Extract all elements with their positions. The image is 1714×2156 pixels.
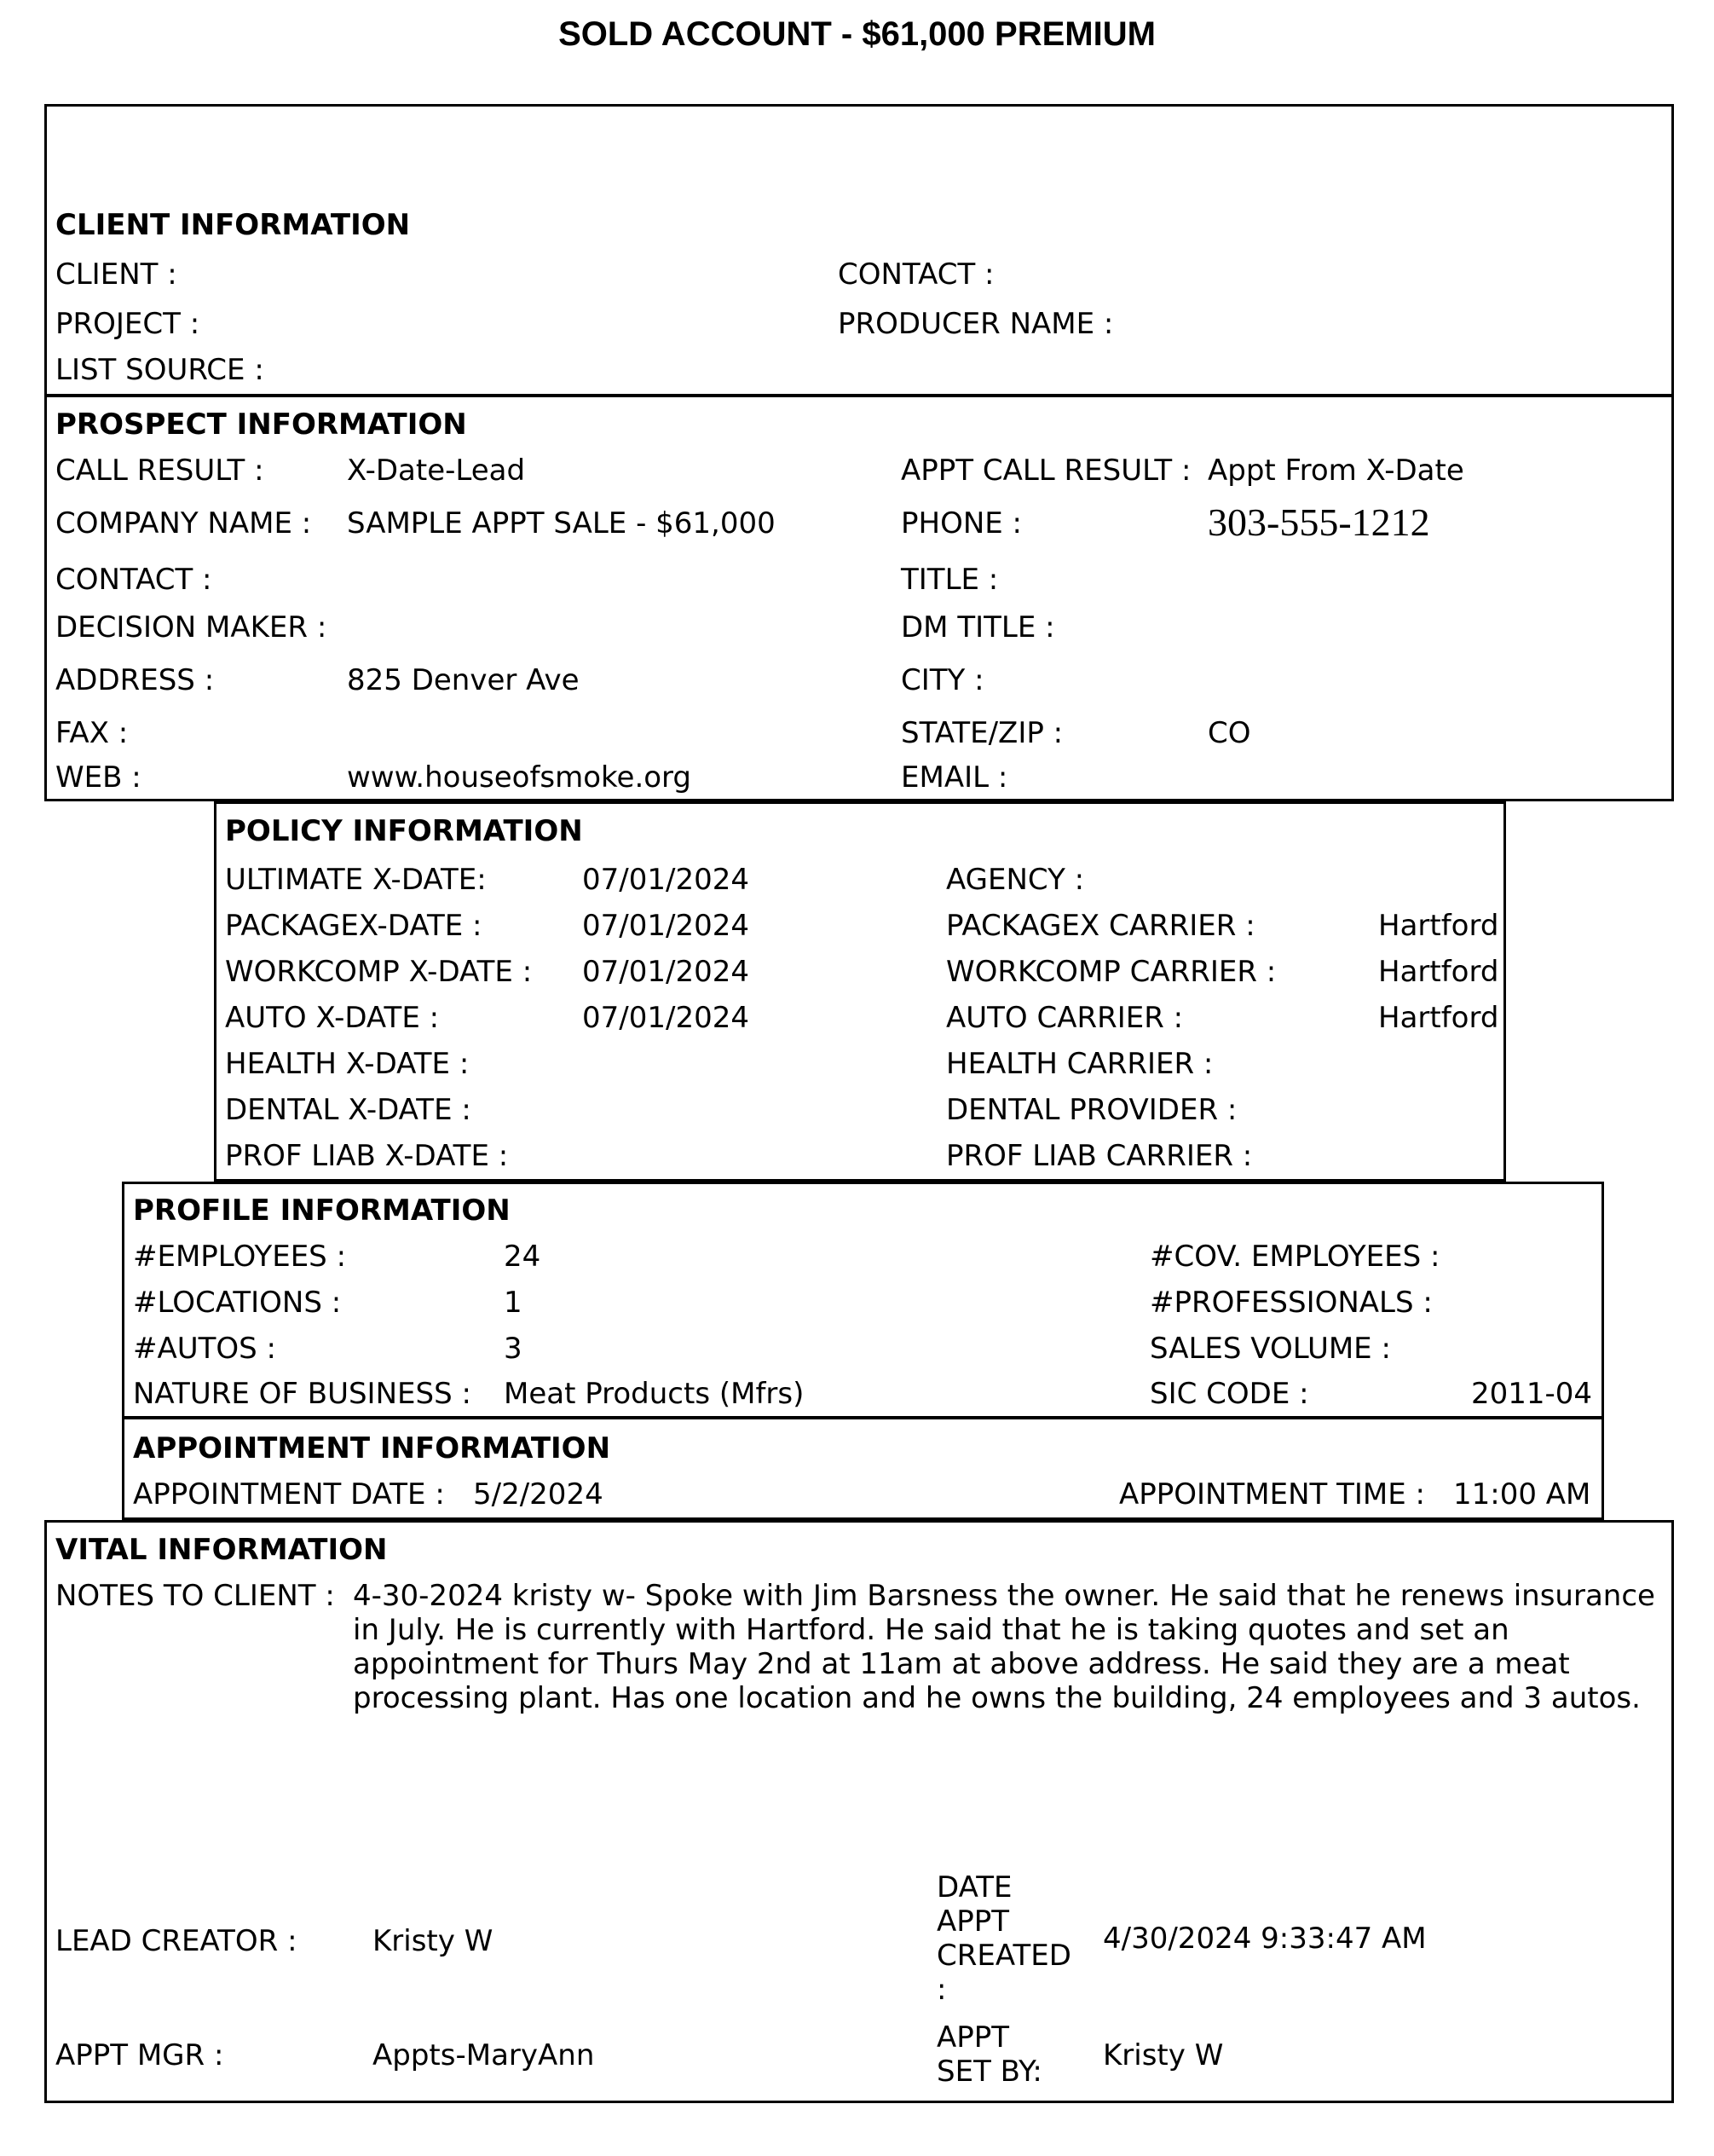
appt-call-result-value: Appt From X-Date xyxy=(1208,454,1464,488)
state-zip-label: STATE/ZIP : xyxy=(901,716,1064,750)
call-result-label: CALL RESULT : xyxy=(55,454,264,488)
notes-line: appointment for Thurs May 2nd at 11am at above address. He said they are a meat xyxy=(353,1647,1570,1681)
client-contact-label: CONTACT : xyxy=(838,257,995,292)
policy-row-label: WORKCOMP X-DATE : xyxy=(225,955,533,989)
prospect-info-header: PROSPECT INFORMATION xyxy=(55,408,467,442)
autos-value: 3 xyxy=(504,1332,522,1366)
sales-volume-label: SALES VOLUME : xyxy=(1150,1332,1391,1366)
appt-set-by-value: Kristy W xyxy=(1103,2038,1224,2072)
nature-of-business-value: Meat Products (Mfrs) xyxy=(504,1377,805,1411)
policy-row-label: PROF LIAB X-DATE : xyxy=(225,1139,509,1173)
project-label: PROJECT : xyxy=(55,307,200,341)
lead-creator-label: LEAD CREATOR : xyxy=(55,1924,297,1958)
client-label: CLIENT : xyxy=(55,257,177,292)
policy-row-carrier: Hartford xyxy=(1378,955,1499,989)
date-appt-created-value: 4/30/2024 9:33:47 AM xyxy=(1103,1922,1427,1956)
appt-mgr-label: APPT MGR : xyxy=(55,2038,224,2072)
appt-set-by-label: APPT SET BY: xyxy=(937,2020,1042,2089)
notes-line: 4-30-2024 kristy w- Spoke with Jim Barsness the owner. He said that he renews insurance xyxy=(353,1579,1655,1613)
nature-of-business-label: NATURE OF BUSINESS : xyxy=(133,1377,471,1411)
policy-row-carrier: Hartford xyxy=(1378,909,1499,943)
policy-row-date: 07/01/2024 xyxy=(582,909,749,943)
page-title: SOLD ACCOUNT - $61,000 PREMIUM xyxy=(558,15,1156,53)
web-label: WEB : xyxy=(55,760,141,795)
web-value: www.houseofsmoke.org xyxy=(347,760,692,795)
policy-row-date: 07/01/2024 xyxy=(582,955,749,989)
client-prospect-divider xyxy=(44,394,1674,397)
phone-value: 303-555-1212 xyxy=(1208,500,1430,544)
policy-row-label: ULTIMATE X-DATE: xyxy=(225,863,487,897)
policy-row-carrier-label: PACKAGEX CARRIER : xyxy=(946,909,1255,943)
policy-row-carrier-label: AGENCY : xyxy=(946,863,1085,897)
address-label: ADDRESS : xyxy=(55,663,215,697)
vital-info-header: VITAL INFORMATION xyxy=(55,1533,388,1567)
company-name-label: COMPANY NAME : xyxy=(55,506,312,540)
employees-value: 24 xyxy=(504,1240,541,1274)
sic-code-value: 2011-04 xyxy=(1471,1377,1593,1411)
city-label: CITY : xyxy=(901,663,984,697)
cov-employees-label: #COV. EMPLOYEES : xyxy=(1150,1240,1440,1274)
notes-to-client-label: NOTES TO CLIENT : xyxy=(55,1579,335,1613)
policy-row-date: 07/01/2024 xyxy=(582,1001,749,1035)
profile-info-header: PROFILE INFORMATION xyxy=(133,1194,511,1228)
client-info-header: CLIENT INFORMATION xyxy=(55,208,411,242)
policy-row-carrier-label: HEALTH CARRIER : xyxy=(946,1047,1214,1081)
sic-code-label: SIC CODE : xyxy=(1150,1377,1309,1411)
policy-row-carrier: Hartford xyxy=(1378,1001,1499,1035)
professionals-label: #PROFESSIONALS : xyxy=(1150,1286,1433,1320)
policy-row-carrier-label: AUTO CARRIER : xyxy=(946,1001,1184,1035)
email-label: EMAIL : xyxy=(901,760,1008,795)
autos-label: #AUTOS : xyxy=(133,1332,277,1366)
appointment-date-value: 5/2/2024 xyxy=(473,1477,603,1512)
address-value: 825 Denver Ave xyxy=(347,663,580,697)
policy-row-carrier-label: DENTAL PROVIDER : xyxy=(946,1093,1238,1127)
appointment-date-label: APPOINTMENT DATE : xyxy=(133,1477,445,1512)
policy-row-label: PACKAGEX-DATE : xyxy=(225,909,482,943)
decision-maker-label: DECISION MAKER : xyxy=(55,610,327,644)
notes-to-client-text xyxy=(353,1579,1665,1715)
policy-row-carrier-label: PROF LIAB CARRIER : xyxy=(946,1139,1253,1173)
policy-row-carrier-label: WORKCOMP CARRIER : xyxy=(946,955,1277,989)
company-name-value: SAMPLE APPT SALE - $61,000 xyxy=(347,506,776,540)
date-appt-created-label: DATE APPT CREATED : xyxy=(937,1870,1071,2007)
dm-title-label: DM TITLE : xyxy=(901,610,1055,644)
appt-call-result-label: APPT CALL RESULT : xyxy=(901,454,1192,488)
appointment-time-value: 11:00 AM xyxy=(1453,1477,1591,1512)
appointment-info-header: APPOINTMENT INFORMATION xyxy=(133,1431,611,1465)
notes-line: processing plant. Has one location and he owns the building, 24 employees and 3 autos. xyxy=(353,1681,1641,1715)
prospect-contact-label: CONTACT : xyxy=(55,563,212,597)
fax-label: FAX : xyxy=(55,716,129,750)
appt-mgr-value: Appts-MaryAnn xyxy=(372,2038,595,2072)
profile-appointment-divider xyxy=(122,1416,1604,1419)
appointment-time-label: APPOINTMENT TIME : xyxy=(1119,1477,1425,1512)
list-source-label: LIST SOURCE : xyxy=(55,353,264,387)
policy-row-label: DENTAL X-DATE : xyxy=(225,1093,471,1127)
policy-row-label: HEALTH X-DATE : xyxy=(225,1047,470,1081)
locations-value: 1 xyxy=(504,1286,522,1320)
call-result-value: X-Date-Lead xyxy=(347,454,526,488)
producer-name-label: PRODUCER NAME : xyxy=(838,307,1114,341)
notes-line: in July. He is currently with Hartford. He said that he is taking quotes and set an xyxy=(353,1613,1509,1647)
employees-label: #EMPLOYEES : xyxy=(133,1240,347,1274)
policy-row-date: 07/01/2024 xyxy=(582,863,749,897)
locations-label: #LOCATIONS : xyxy=(133,1286,342,1320)
policy-row-label: AUTO X-DATE : xyxy=(225,1001,440,1035)
state-zip-value: CO xyxy=(1208,716,1251,750)
lead-creator-value: Kristy W xyxy=(372,1924,493,1958)
phone-label: PHONE : xyxy=(901,506,1023,540)
title-label: TITLE : xyxy=(901,563,999,597)
policy-info-header: POLICY INFORMATION xyxy=(225,814,583,848)
